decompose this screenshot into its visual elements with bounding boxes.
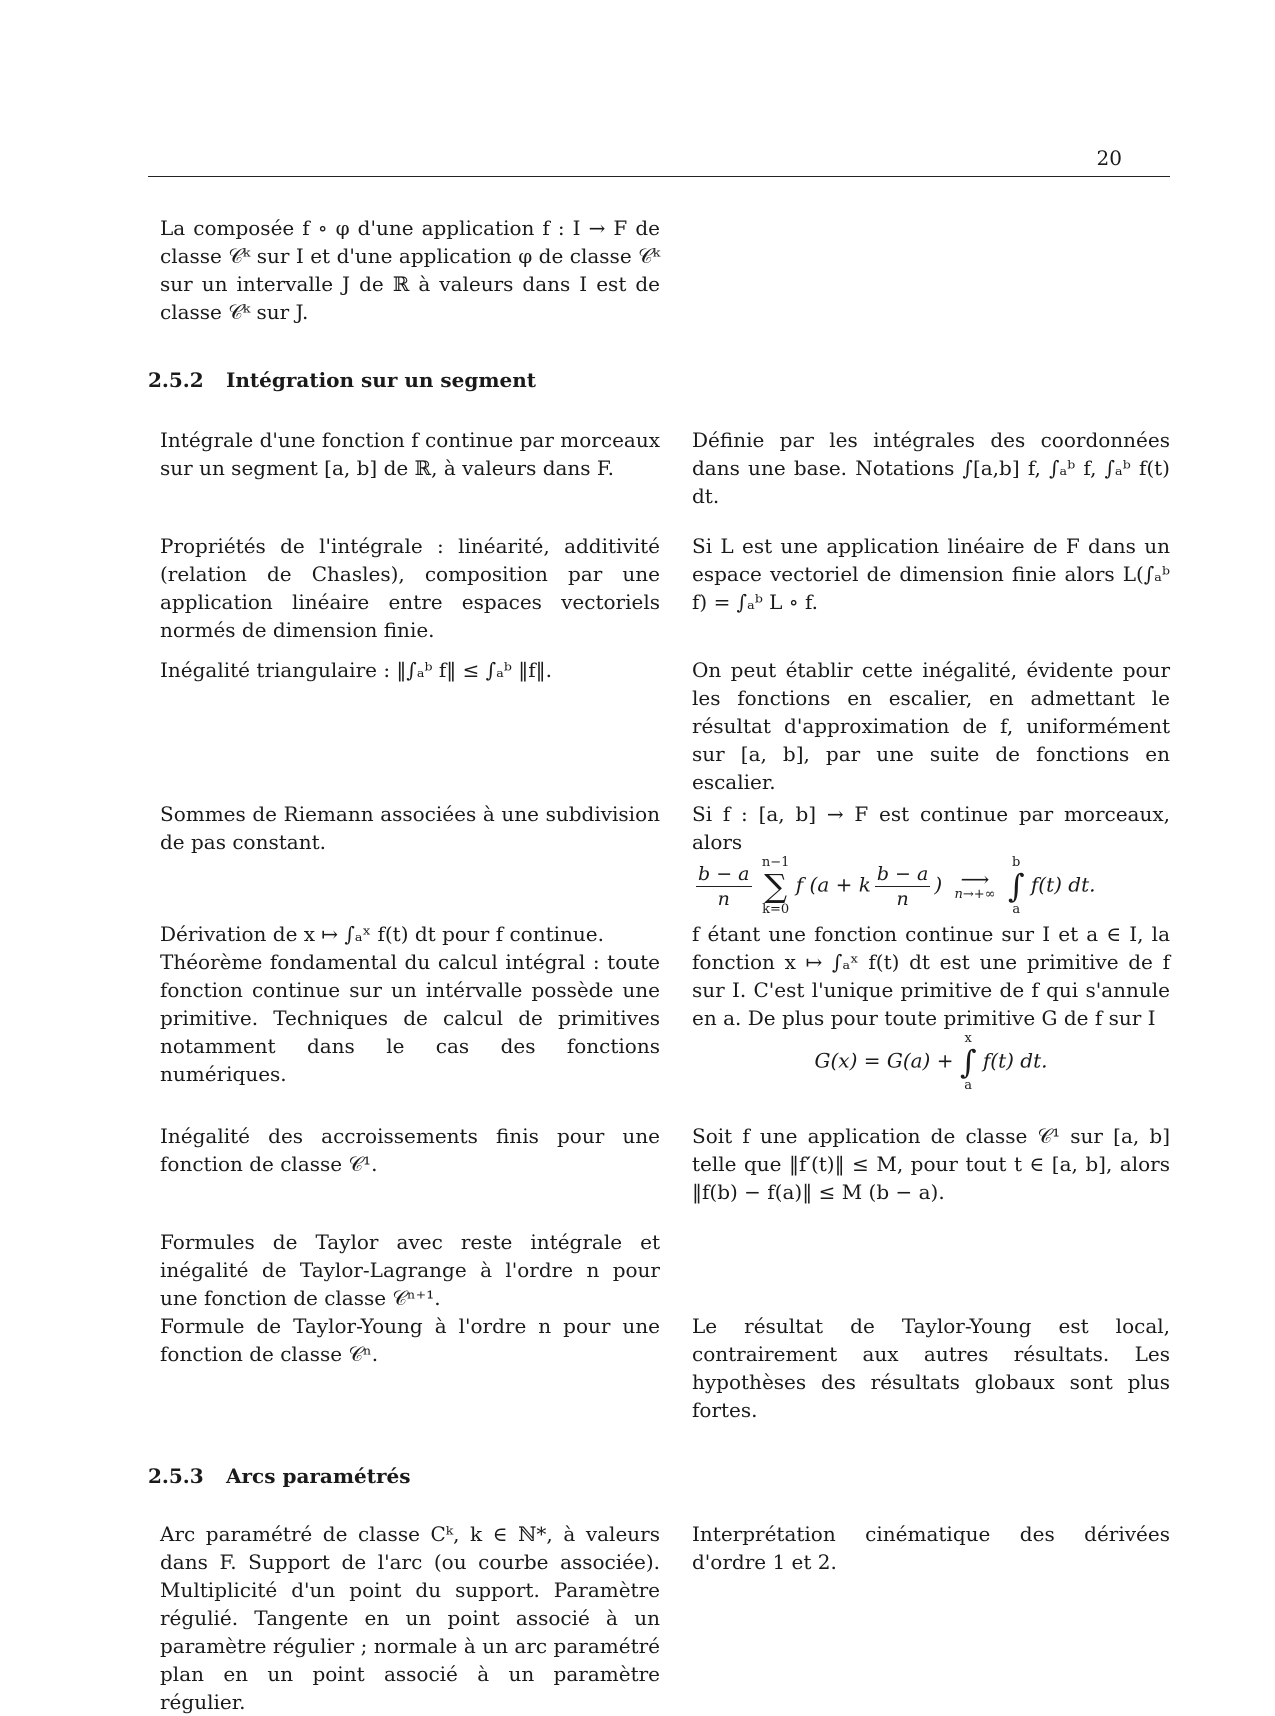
program-text: Formules de Taylor avec reste intégrale et inégalité de Taylor-Lagrange à l'ordre n pour une fonction de classe 𝒞ⁿ⁺¹. xyxy=(160,1230,660,1310)
lower-limit: k=0 xyxy=(762,902,790,917)
section-heading-arcs xyxy=(148,1464,1170,1488)
row-finite-increments xyxy=(148,1122,1170,1206)
sum-symbol: ∑ xyxy=(764,867,788,905)
integral-operator xyxy=(1008,856,1025,916)
intro-paragraph: La composée f ∘ φ d'une application f : I → F de classe 𝒞ᵏ sur I et d'une application φ de classe 𝒞ᵏ sur un intervalle J de ℝ à valeurs dans I est de classe 𝒞ᵏ sur J. xyxy=(160,216,660,324)
sum-body-start: f (a + k xyxy=(795,872,871,897)
program-text: Formule de Taylor-Young à l'ordre n pour une fonction de classe 𝒞ⁿ. xyxy=(160,1314,660,1366)
integral-symbol: ∫ xyxy=(1007,867,1025,905)
denominator: n xyxy=(717,887,730,910)
comment-text: Soit f une application de classe 𝒞¹ sur [a, b] telle que ‖f′(t)‖ ≤ M, pour tout t ∈ [a, b], alors ‖f(b) − f(a)‖ ≤ M (b − a). xyxy=(692,1124,1170,1204)
sum-body-end: ) xyxy=(934,872,943,897)
section-number: 2.5.2 xyxy=(148,368,204,392)
row-integral-definition xyxy=(148,426,1170,510)
program-text: Dérivation de x ↦ ∫ₐˣ f(t) dt pour f continue. xyxy=(160,922,604,946)
row-integral-properties xyxy=(148,532,1170,644)
comment-text: Si f : [a, b] → F est continue par morceaux, alors xyxy=(692,802,1170,854)
program-text: Propriétés de l'intégrale : linéarité, additivité (relation de Chasles), composition par une application linéaire entre espaces vectoriels normés de dimension finie. xyxy=(160,534,660,642)
program-text: Intégrale d'une fonction f continue par morceaux sur un segment [a, b] de ℝ, à valeurs dans F. xyxy=(160,428,660,480)
header-rule xyxy=(148,176,1170,177)
program-text: Inégalité des accroissements finis pour une fonction de classe 𝒞¹. xyxy=(160,1124,660,1176)
lower-limit: a xyxy=(1012,902,1021,917)
numerator: b − a xyxy=(876,862,929,885)
upper-limit: x xyxy=(964,1031,972,1046)
comment-text: f étant une fonction continue sur I et a ∈ I, la fonction x ↦ ∫ₐˣ f(t) dt est une primitive de f sur I. C'est l'unique primitive de f qui s'annule en a. De plus pour toute primitive G de f sur I xyxy=(692,922,1170,1030)
comment-text: Interprétation cinématique des dérivées d'ordre 1 et 2. xyxy=(692,1522,1170,1574)
page-number: 20 xyxy=(1096,146,1122,170)
comment-text: On peut établir cette inégalité, évidente pour les fonctions en escalier, en admettant le résultat d'approximation de f, uniformément sur [a, b], par une suite de fonctions en escalier. xyxy=(692,658,1170,794)
integral-operator xyxy=(960,1032,977,1092)
comment-text: Si L est une application linéaire de F dans un espace vectoriel de dimension finie alors L(∫ₐᵇ f) = ∫ₐᵇ L ∘ f. xyxy=(692,534,1170,614)
program-text: Arc paramétré de classe Cᵏ, k ∈ ℕ*, à valeurs dans F. Support de l'arc (ou courbe associée). Multiplicité d'un point du support. Paramètre régulié. Tangente en un point associé à un paramètre régulier ; normale à un arc paramétré plan en un point associé à un paramètre régulier. xyxy=(160,1522,660,1714)
row-taylor-formulas xyxy=(148,1228,1170,1312)
sum-operator xyxy=(762,856,790,916)
lower-limit: a xyxy=(964,1078,973,1093)
arrow-symbol: ⟶ xyxy=(960,867,990,891)
section-title: Arcs paramétrés xyxy=(226,1464,411,1488)
upper-limit: n−1 xyxy=(761,855,790,870)
primitive-formula xyxy=(692,1032,1170,1092)
program-text: Théorème fondamental du calcul intégral : toute fonction continue sur un intérvalle possède une primitive. Techniques de calcul de primitives notamment dans le cas des fonctions numériques. xyxy=(160,950,660,1086)
comment-text: Définie par les intégrales des coordonnées dans une base. Notations ∫[a,b] f, ∫ₐᵇ f, ∫ₐᵇ f(t) dt. xyxy=(692,428,1170,508)
row-parametric-arcs xyxy=(148,1520,1170,1716)
row-triangle-inequality xyxy=(148,656,1170,796)
arrow-subscript: n→+∞ xyxy=(954,887,996,902)
integral-body: f(t) dt. xyxy=(982,1048,1048,1073)
numerator: b − a xyxy=(698,862,750,885)
row-taylor-young xyxy=(148,1312,1170,1424)
riemann-sum-formula xyxy=(692,856,1170,916)
page-content xyxy=(148,214,1170,1716)
integral-body: f(t) dt. xyxy=(1030,872,1096,897)
upper-limit: b xyxy=(1012,855,1021,870)
section-heading-integration xyxy=(148,368,1170,392)
formula-lhs: G(x) = G(a) + xyxy=(814,1048,954,1073)
limit-arrow xyxy=(954,867,996,902)
row-derivation-primitive xyxy=(148,920,1170,1092)
denominator: n xyxy=(896,887,909,910)
inner-fraction xyxy=(875,862,931,911)
integral-symbol: ∫ xyxy=(959,1043,977,1081)
fraction xyxy=(696,862,752,911)
section-title: Intégration sur un segment xyxy=(226,368,536,392)
section-number: 2.5.3 xyxy=(148,1464,204,1488)
program-text: Inégalité triangulaire : ‖∫ₐᵇ f‖ ≤ ∫ₐᵇ ‖f‖. xyxy=(160,658,553,682)
row-riemann-sums xyxy=(148,800,1170,916)
program-text: Sommes de Riemann associées à une subdivision de pas constant. xyxy=(160,802,660,854)
comment-text: Le résultat de Taylor-Young est local, contrairement aux autres résultats. Les hypothèses des résultats globaux sont plus fortes. xyxy=(692,1314,1170,1422)
